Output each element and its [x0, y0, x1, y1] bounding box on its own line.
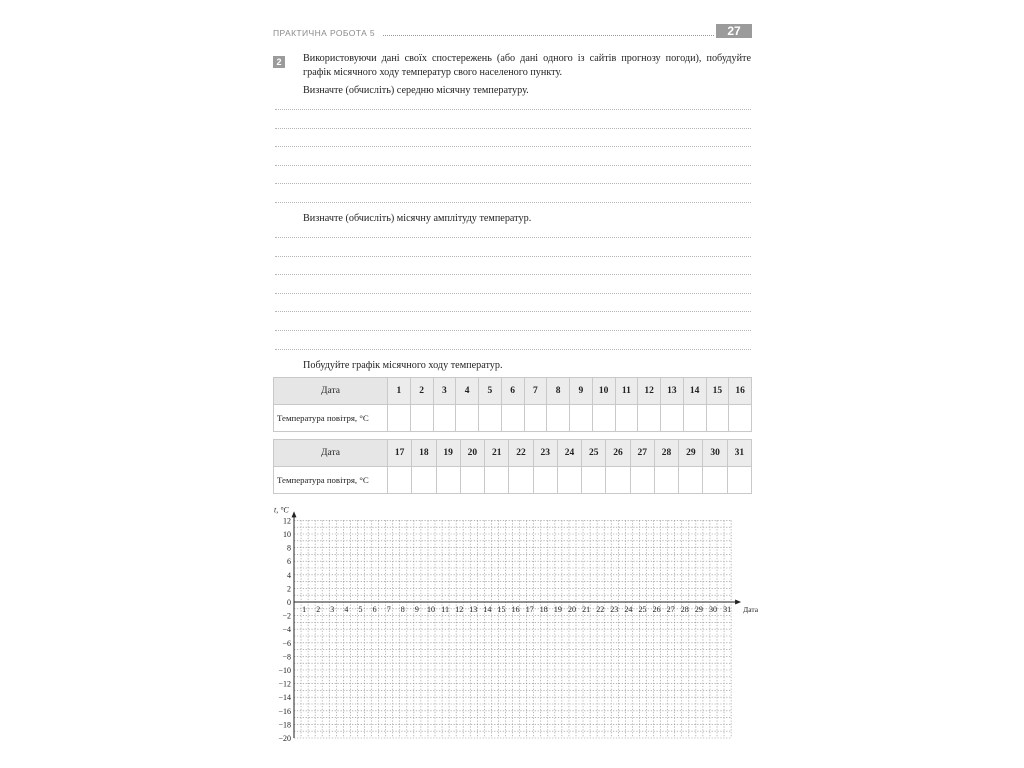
y-tick-label: −10 [278, 666, 291, 675]
question-build-graph: Побудуйте графік місячного ходу температур. [303, 360, 503, 371]
temperature-input-cell[interactable] [683, 405, 706, 432]
temperature-input-cell[interactable] [410, 405, 433, 432]
x-tick-label: 15 [497, 605, 506, 614]
table-header-date: Дата [274, 440, 388, 467]
x-tick-label: 8 [400, 605, 405, 614]
temperature-input-cell[interactable] [592, 405, 615, 432]
y-tick-label: −20 [278, 734, 291, 743]
y-tick-label: 10 [283, 530, 291, 539]
y-tick-label: −8 [282, 652, 291, 662]
temperature-input-cell[interactable] [630, 467, 654, 494]
answer-line[interactable] [275, 109, 751, 110]
day-cell: 16 [729, 378, 752, 405]
x-tick-label: 3 [330, 605, 335, 614]
temperature-input-cell[interactable] [729, 405, 752, 432]
day-cell: 7 [524, 378, 547, 405]
y-tick-label: −6 [282, 638, 291, 648]
x-tick-label: 9 [414, 605, 419, 614]
temperature-input-cell[interactable] [501, 405, 524, 432]
day-cell: 3 [433, 378, 456, 405]
temperature-input-cell[interactable] [524, 405, 547, 432]
answer-line[interactable] [275, 128, 751, 129]
temperature-table-days-17-31 [273, 439, 752, 494]
day-cell: 13 [661, 378, 684, 405]
temperature-input-cell[interactable] [388, 405, 411, 432]
day-cell: 2 [410, 378, 433, 405]
x-tick-label: 2 [316, 605, 321, 614]
day-cell: 23 [533, 440, 557, 467]
temperature-input-cell[interactable] [547, 405, 570, 432]
temperature-table-days-1-16 [273, 377, 752, 432]
page-header [273, 24, 752, 40]
temperature-input-cell[interactable] [703, 467, 727, 494]
y-tick-label: 4 [287, 570, 291, 580]
x-tick-label: 26 [652, 605, 661, 614]
answer-line[interactable] [275, 237, 751, 238]
day-cell: 28 [654, 440, 678, 467]
x-tick-label: 31 [723, 605, 732, 614]
y-tick-label: 8 [287, 543, 291, 553]
day-cell: 1 [388, 378, 411, 405]
temperature-input-cell[interactable] [582, 467, 606, 494]
temperature-input-cell[interactable] [727, 467, 751, 494]
temperature-input-cell[interactable] [479, 405, 502, 432]
temperature-input-cell[interactable] [436, 467, 460, 494]
x-tick-label: 29 [694, 605, 703, 614]
temperature-input-cell[interactable] [706, 405, 729, 432]
answer-line[interactable] [275, 274, 751, 275]
x-tick-label: 12 [455, 605, 464, 614]
x-axis-arrow-icon [735, 600, 741, 605]
y-tick-label: −18 [278, 720, 291, 730]
y-tick-label: −2 [282, 611, 291, 621]
day-cell: 30 [703, 440, 727, 467]
task-number-badge: 2 [273, 56, 285, 68]
y-tick-label: 6 [287, 557, 291, 567]
answer-line[interactable] [275, 146, 751, 147]
day-cell: 29 [679, 440, 703, 467]
question-amplitude: Визначте (обчисліть) місячну амплітуду температур. [303, 213, 532, 224]
temperature-input-cell[interactable] [638, 405, 661, 432]
answer-line[interactable] [275, 349, 751, 350]
x-tick-label: 5 [358, 605, 363, 614]
answer-line[interactable] [275, 293, 751, 294]
x-tick-label: 10 [427, 605, 435, 614]
day-cell: 25 [582, 440, 606, 467]
x-tick-label: 20 [568, 605, 576, 614]
x-tick-label: 11 [441, 605, 449, 614]
x-tick-label: 23 [610, 605, 619, 614]
day-cell: 19 [436, 440, 460, 467]
temperature-input-cell[interactable] [412, 467, 436, 494]
temperature-input-cell[interactable] [615, 405, 638, 432]
answer-line[interactable] [275, 330, 751, 331]
table-row-dates [274, 440, 752, 467]
day-cell: 5 [479, 378, 502, 405]
x-tick-label: 1 [302, 605, 307, 614]
day-cell: 22 [509, 440, 533, 467]
x-tick-label: 19 [553, 605, 562, 614]
temperature-input-cell[interactable] [456, 405, 479, 432]
table-header-date: Дата [274, 378, 388, 405]
day-cell: 4 [456, 378, 479, 405]
temperature-input-cell[interactable] [433, 405, 456, 432]
day-cell: 20 [460, 440, 484, 467]
day-cell: 10 [592, 378, 615, 405]
y-tick-label: −4 [282, 625, 291, 635]
temperature-input-cell[interactable] [654, 467, 678, 494]
temperature-input-cell[interactable] [460, 467, 484, 494]
temperature-input-cell[interactable] [661, 405, 684, 432]
day-cell: 26 [606, 440, 630, 467]
y-tick-label: 12 [283, 516, 291, 526]
temperature-input-cell[interactable] [509, 467, 533, 494]
x-tick-label: 25 [638, 605, 647, 614]
temperature-input-cell[interactable] [485, 467, 509, 494]
page-number: 27 [716, 24, 752, 38]
y-tick-label: −16 [278, 706, 291, 716]
day-cell: 6 [501, 378, 524, 405]
answer-line[interactable] [275, 256, 751, 257]
day-cell: 8 [547, 378, 570, 405]
day-cell: 27 [630, 440, 654, 467]
day-cell: 31 [727, 440, 751, 467]
day-cell: 17 [388, 440, 412, 467]
x-tick-label: 22 [596, 605, 605, 614]
answer-line[interactable] [275, 311, 751, 312]
header-label: ПРАКТИЧНА РОБОТА 5 [273, 28, 376, 38]
table-header-temperature: Температура повітря, °С [274, 405, 388, 432]
day-cell: 11 [615, 378, 638, 405]
temperature-graph-grid[interactable] [268, 500, 768, 750]
x-tick-label: 30 [709, 605, 717, 614]
temperature-input-cell[interactable] [606, 467, 630, 494]
temperature-input-cell[interactable] [533, 467, 557, 494]
x-tick-label: 14 [483, 605, 492, 614]
x-tick-label: 6 [372, 605, 377, 614]
header-dotted-rule [383, 35, 714, 36]
x-tick-label: 7 [386, 605, 391, 614]
day-cell: 9 [570, 378, 593, 405]
x-tick-label: 13 [469, 605, 478, 614]
x-tick-label: 4 [344, 605, 349, 614]
y-tick-label: −14 [278, 693, 291, 703]
answer-line[interactable] [275, 183, 751, 184]
answer-line[interactable] [275, 165, 751, 166]
temperature-input-cell[interactable] [570, 405, 593, 432]
answer-line[interactable] [275, 202, 751, 203]
table-row-dates [274, 378, 752, 405]
temperature-input-cell[interactable] [679, 467, 703, 494]
day-cell: 18 [412, 440, 436, 467]
x-tick-label: 18 [539, 605, 548, 614]
x-tick-label: 17 [525, 605, 534, 614]
day-cell: 12 [638, 378, 661, 405]
temperature-input-cell[interactable] [388, 467, 412, 494]
task-text: Використовуючи дані своїх спостережень (або дані одного із сайтів прогнозу погоди), побудуйте графік місячного ходу температур свого населеного пункту. [303, 53, 751, 78]
y-tick-label: 2 [287, 584, 291, 594]
table-header-temperature: Температура повітря, °С [274, 467, 388, 494]
day-cell: 14 [683, 378, 706, 405]
x-axis-label: Дата [743, 605, 759, 614]
x-tick-label: 21 [582, 605, 591, 614]
x-tick-label: 16 [511, 605, 520, 614]
y-axis-label: t, °C [274, 505, 289, 515]
temperature-input-cell[interactable] [557, 467, 581, 494]
table-row-temperatures [274, 405, 752, 432]
x-tick-label: 27 [666, 605, 675, 614]
x-tick-label: 28 [680, 605, 689, 614]
y-tick-label: −12 [278, 679, 291, 689]
day-cell: 21 [485, 440, 509, 467]
question-average-temperature: Визначте (обчисліть) середню місячну температуру. [303, 85, 529, 96]
y-tick-label: 0 [287, 598, 291, 607]
x-tick-label: 24 [624, 605, 633, 614]
table-row-temperatures [274, 467, 752, 494]
y-axis-arrow-icon [292, 511, 297, 517]
day-cell: 24 [557, 440, 581, 467]
day-cell: 15 [706, 378, 729, 405]
